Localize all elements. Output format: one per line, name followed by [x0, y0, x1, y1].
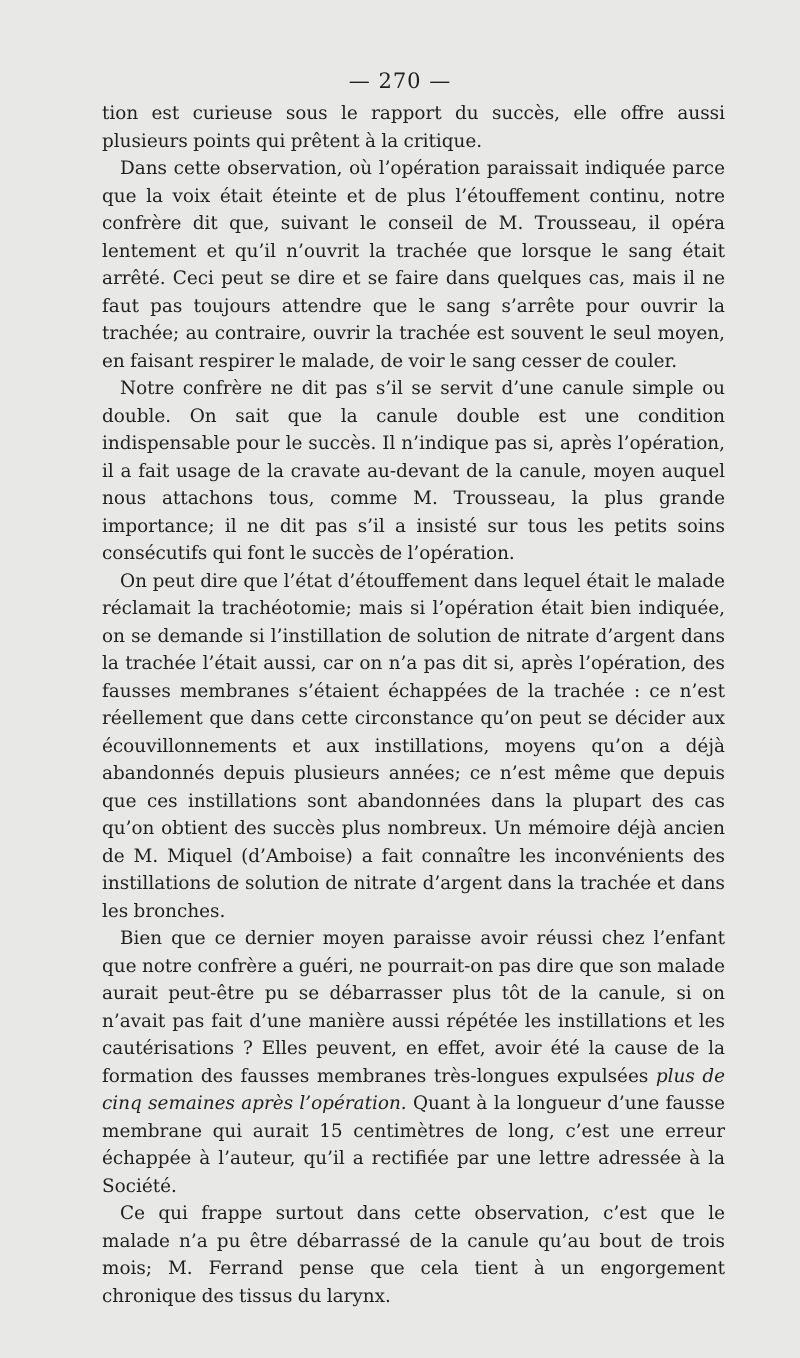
body-text: [102, 100, 725, 1310]
paragraph-5-text-before: Bien que ce dernier moyen paraisse avoir réussi chez l’enfant que notre confrère a guéri, ne pourrait-on pas dire que son malade aurait peut-être pu se débarrasser plus tôt de la canule, si on n’avait pas fait d’une manière aussi répétée les instillations et les cautérisations ? Elles peuvent, en effet, avoir été la cause de la formation des fausses membranes très-longues expulsées: [102, 928, 725, 1087]
paragraph-2: Dans cette observation, où l’opération paraissait indiquée parce que la voix était éteinte et de plus l’étouffement continu, notre confrère dit que, suivant le conseil de M. Trousseau, il opéra lentement et qu’il n’ouvrit la trachée que lorsque le sang était arrêté. Ceci peut se dire et se faire dans quelques cas, mais il ne faut pas toujours attendre que le sang s’arrête pour ouvrir la trachée; au contraire, ouvrir la trachée est souvent le seul moyen, en faisant respirer le malade, de voir le sang cesser de couler.: [102, 158, 725, 372]
paragraph-4: On peut dire que l’état d’étouffement dans lequel était le malade réclamait la trachéotomie; mais si l’opération était bien indiquée, on se demande si l’instillation de solution de nitrate d’argent dans la trachée l’était aussi, car on n’a pas dit si, après l’opération, des fausses membranes s’étaient échappées de la trachée : ce n’est réellement que dans cette circonstance qu’on peut se décider aux écouvillonnements et aux instillations, moyens qu’on a déjà abandonnés depuis plusieurs années; ce n’est même que depuis que ces instillations sont abandonnées dans la plupart des cas qu’on obtient des succès plus nombreux. Un mémoire déjà ancien de M. Miquel (d’Amboise) a fait connaître les inconvénients des instillations de solution de nitrate d’argent dans la trachée et dans les bronches.: [102, 570, 725, 922]
paragraph-1: tion est curieuse sous le rapport du succès, elle offre aussi plusieurs points qui prêtent à la critique.: [102, 103, 725, 152]
paragraph-5: [102, 925, 725, 1200]
paragraph-3: Notre confrère ne dit pas s’il se servit d’une canule simple ou double. On sait que la canule double est une condition indispensable pour le succès. Il n’indique pas si, après l’opération, il a fait usage de la cravate au-devant de la canule, moyen auquel nous attachons tous, comme M. Trousseau, la plus grande importance; il ne dit pas s’il a insisté sur tous les petits soins consécutifs qui font le succès de l’opération.: [102, 378, 725, 564]
paragraph-6: Ce qui frappe surtout dans cette observation, c’est que le malade n’a pu être débarrassé de la canule qu’au bout de trois mois; M. Ferrand pense que cela tient à un engorgement chronique des tissus du larynx.: [102, 1203, 725, 1307]
paragraph-5-italic-text: plus de cinq semaines après l’opération.: [102, 1065, 725, 1114]
page-number: — 270 —: [348, 69, 452, 93]
paragraph-5-text-after: Quant à la longueur d’une fausse membrane qui aurait 15 centimètres de long, c’est une erreur échappée à l’auteur, qu’il a rectifiée par une lettre adressée à la Société.: [102, 1093, 726, 1197]
